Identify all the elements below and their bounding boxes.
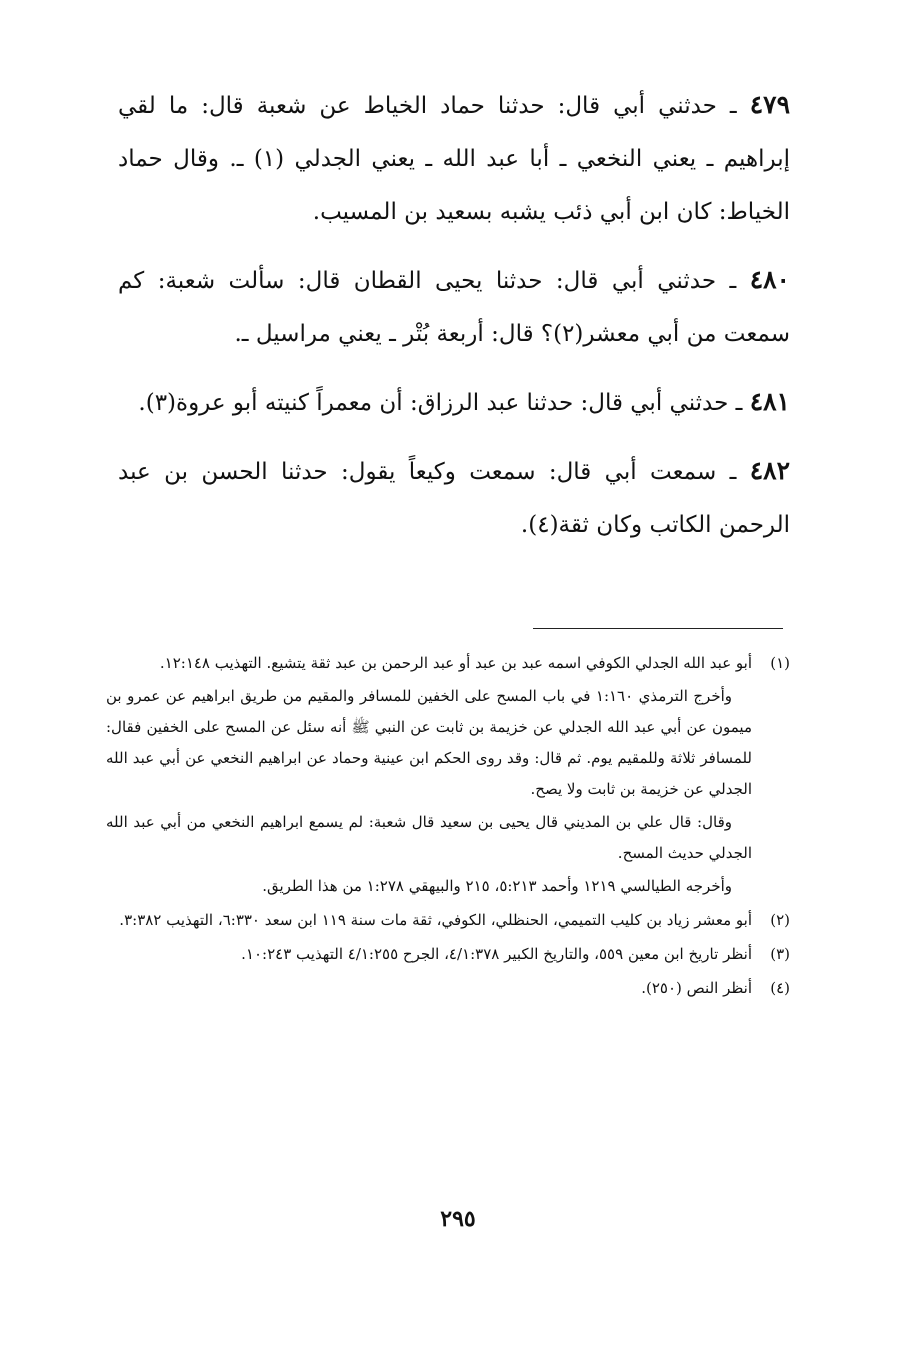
entry-number: ٤٨١ xyxy=(749,387,790,416)
footnote-number: (٤) xyxy=(770,979,790,997)
entry-482 xyxy=(118,444,790,552)
footnote-divider xyxy=(533,628,783,629)
entry-number: ٤٨٢ xyxy=(749,456,791,485)
footnotes-section xyxy=(106,648,790,1007)
page-number: ٢٩٥ xyxy=(440,1206,476,1232)
footnote-number: (٣) xyxy=(770,945,790,963)
footnote-text: أنظر تاريخ ابن معين ٥٥٩، والتاريخ الكبير ٤/١:٣٧٨، الجرح ٤/١:٢٥٥ التهذيب ١٠:٢٤٣. xyxy=(241,945,752,963)
footnote-text: أبو عبد الله الجدلي الكوفي اسمه عبد بن عبد أو عبد الرحمن بن عبد ثقة يتشيع. التهذيب ١٢:١٤٨. xyxy=(159,654,752,672)
footnote-paragraph: وقال: قال علي بن المديني قال يحيى بن سعيد قال شعبة: لم يسمع ابراهيم النخعي من أبي عبد الله الجدلي حديث المسح. xyxy=(106,813,752,862)
entry-text: ـ حدثني أبي قال: حدثنا حماد الخياط عن شعبة قال: ما لقي إبراهيم ـ يعني النخعي ـ أبا عبد الله ـ يعني الجدلي (١) ـ. وقال حماد الخياط: كان ابن أبي ذئب يشبه بسعيد بن المسيب. xyxy=(118,93,790,225)
entries-section xyxy=(118,78,790,566)
footnote-number: (١) xyxy=(770,654,790,672)
entry-text: ـ حدثني أبي قال: حدثنا عبد الرزاق: أن معمراً كنيته أبو عروة(٣). xyxy=(138,390,743,416)
entry-number: ٤٨٠ xyxy=(749,265,790,294)
entry-479 xyxy=(118,78,790,239)
footnote-text: أبو معشر زياد بن كليب التميمي، الحنظلي، الكوفي، ثقة مات سنة ١١٩ ابن سعد ٦:٣٣٠، التهذيب ٣:٣٨٢. xyxy=(119,911,752,929)
entry-text: ـ حدثني أبي قال: حدثنا يحيى القطان قال: سألت شعبة: كم سمعت من أبي معشر(٢)؟ قال: أربعة بُتْر ـ يعني مراسيل ـ. xyxy=(118,268,790,347)
entry-text: ـ سمعت أبي قال: سمعت وكيعاً يقول: حدثنا الحسن بن عبد الرحمن الكاتب وكان ثقة(٤). xyxy=(118,459,790,538)
footnote-3 xyxy=(106,939,790,970)
entry-number: ٤٧٩ xyxy=(749,90,791,119)
footnote-number: (٢) xyxy=(770,911,790,929)
footnote-text: أنظر النص (٢٥٠). xyxy=(641,979,752,997)
footnote-paragraph: وأخرج الترمذي ١:١٦٠ في باب المسح على الخفين للمسافر والمقيم من طريق ابراهيم عن عمرو بن ميمون عن أبي عبد الله الجدلي عن خزيمة بن ثابت عن النبي ﷺ أنه سئل عن المسح على الخفين فقال: للمسافر ثلاثة وللمقيم يوم. ثم قال: وقد روى الحكم ابن عينية وحماد عن ابراهيم النخعي عن أبي عبد الله الجدلي عن خزيمة بن ثابت ولا يصح. xyxy=(106,687,752,798)
footnote-paragraph: وأخرجه الطيالسي ١٢١٩ وأحمد ٥:٢١٣، ٢١٥ والبيهقي ١:٢٧٨ من هذا الطريق. xyxy=(262,877,732,895)
footnote-2 xyxy=(106,905,790,936)
footnote-1 xyxy=(106,648,790,902)
footnote-4 xyxy=(106,973,790,1004)
entry-480 xyxy=(118,253,790,361)
entry-481 xyxy=(118,375,790,430)
